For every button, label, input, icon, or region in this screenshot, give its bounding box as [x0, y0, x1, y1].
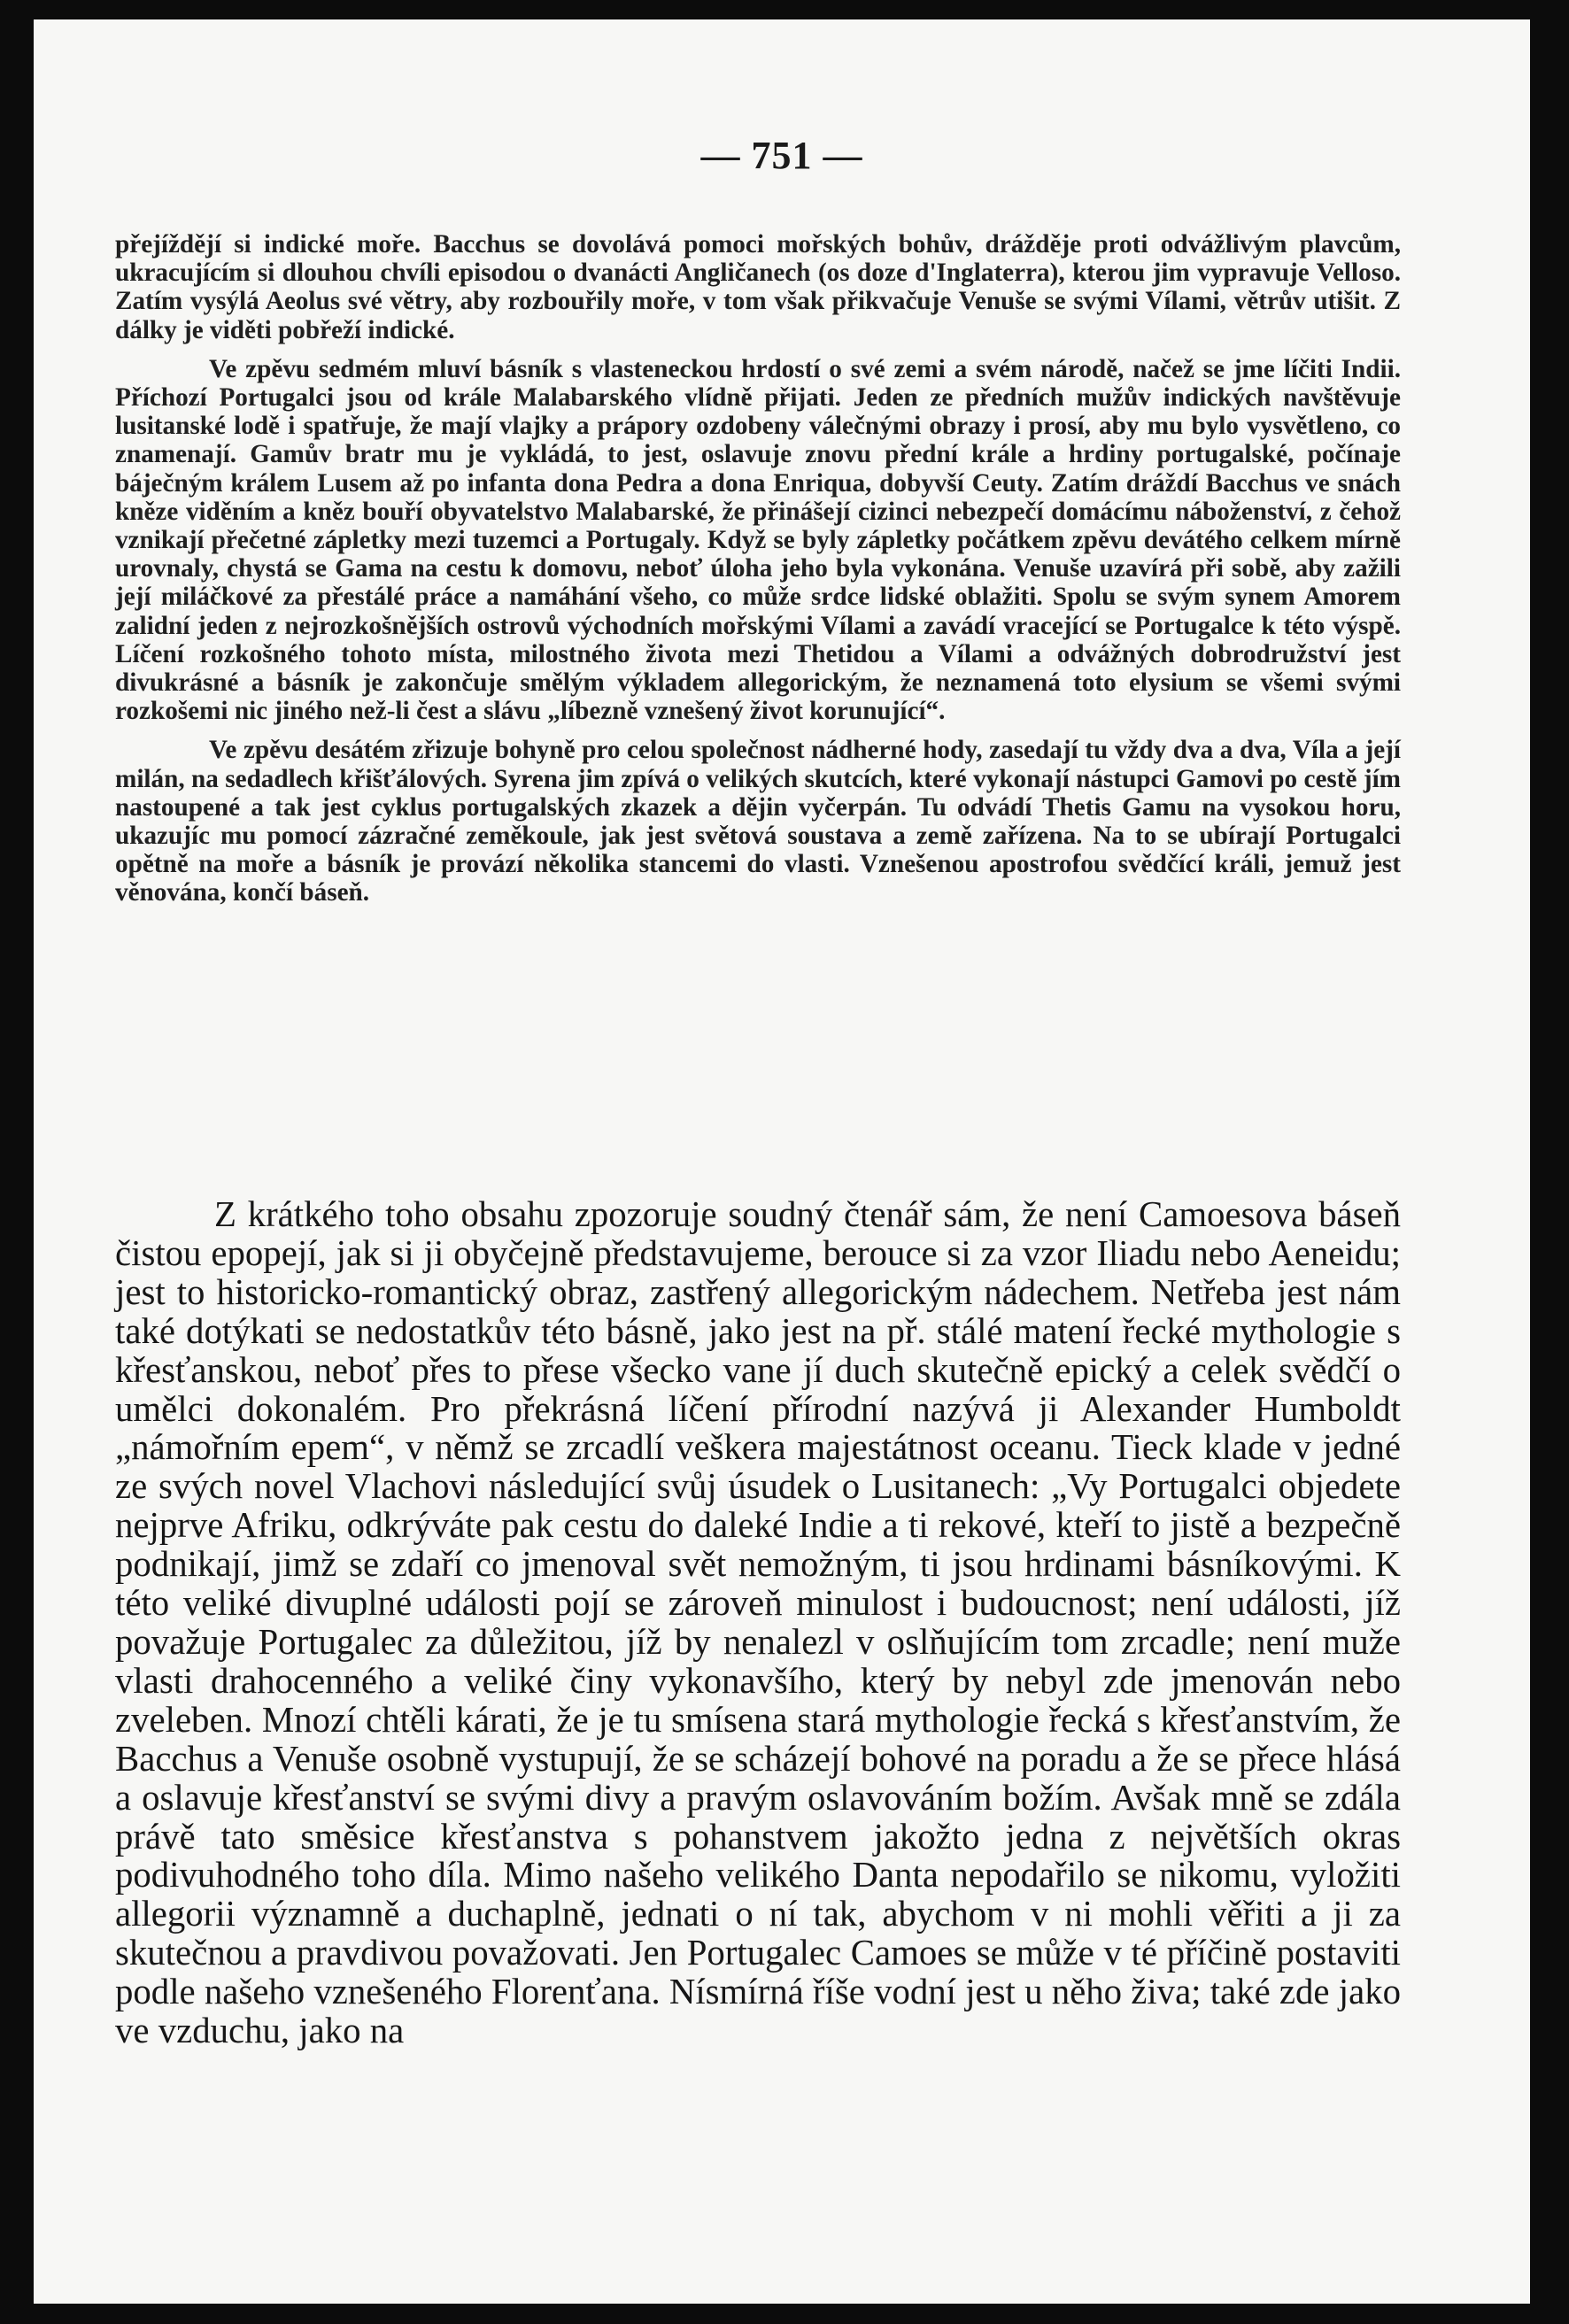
- book-page: [34, 19, 1530, 2304]
- commentary-section: [115, 1195, 1401, 2050]
- page-number: — 751 —: [700, 134, 863, 177]
- summary-section: [115, 230, 1401, 918]
- commentary-paragraph: Z krátkého toho obsahu zpozoruje soudný čtenář sám, že není Camoesova báseň čistou epopejí, jak si ji obyčejně představujeme, berouce si za vzor Iliadu nebo Aeneidu; jest to historicko-romantický obraz, zastřený allegorickým nádechem. Netřeba jest nám také dotýkati se nedostatkův této básně, jako jest na př. stálé matení řecké mythologie s křesťanskou, neboť přes to přese všecko vane jí duch skutečně epický a celek svědčí o umělci dokonalém. Pro překrásná líčení přírodní nazývá ji Alexander Humboldt „námořním epem“, v němž se zrcadlí veškera majestátnost oceanu. Tieck klade v jedné ze svých novel Vlachovi následující svůj úsudek o Lusitanech: „Vy Portugalci objedete nejprve Afriku, odkrýváte pak cestu do daleké Indie a ti rekové, kteří to jistě a bezpečně podnikají, jimž se zdaří co jmenoval svět nemožným, ti jsou hrdinami básníkovými. K této veliké divuplné události pojí se zároveň minulost i budoucnost; není události, jíž považuje Portugalec za důležitou, jíž by nenalezl v oslňujícím tom zrcadle; není muže vlasti drahocenného a veliké činy vykonavšího, který by nebyl zde jmenován nebo zveleben. Mnozí chtěli kárati, že je tu smísena stará mythologie řecká s křesťanstvím, že Bacchus a Venuše osobně vystupují, že se scházejí bohové na poradu a že se přece hlásá a oslavuje křesťanství se svými divy a pravým oslavováním božím. Avšak mně se zdála právě tato směsice křesťanstva s pohanstvem jakožto jedna z největších okras podivuhodného toho díla. Mimo našeho velikého Danta nepodařilo se nikomu, vyložiti allegorii významně a duchaplně, jednati o ní tak, abychom v ni mohli věřiti a ji za skutečnou a pravdivou považovati. Jen Portugalec Camoes se může v té příčině postaviti podle našeho vznešeného Florenťana. Nísmírná říše vodní jest u něho živa; také zde jako ve vzduchu, jako na: [115, 1194, 1401, 2051]
- summary-paragraph-1: přejíždějí si indické moře. Bacchus se dovolává pomoci mořských bohův, drážděje proti odvážlivým plavcům, ukracujícím si dlouhou chvíli episodou o dvanácti Angličanech (os doze d'Inglaterra), kterou jim vypravuje Velloso. Zatím vysýlá Aeolus své větry, aby rozbouřily moře, v tom však přikvačuje Venuše se svými Vílami, větrův utišit. Z dálky je viděti pobřeží indické.: [115, 230, 1401, 344]
- summary-paragraph-2: Ve zpěvu sedmém mluví básník s vlasteneckou hrdostí o své zemi a svém národě, načež se jme líčiti Indii. Příchozí Portugalci jsou od krále Malabarského vlídně přijati. Jeden ze předních mužův indických navštěvuje lusitanské lodě i spatřuje, že mají vlajky a prápory ozdobeny válečnými obrazy i prosí, aby mu bylo vysvětleno, co znamenají. Gamův bratr mu je vykládá, to jest, oslavuje znovu přední krále a hrdiny portugalské, počínaje báječným králem Lusem až po infanta dona Pedra a dona Enriqua, dobyvší Ceuty. Zatím dráždí Bacchus ve snách kněze viděním a kněz bouří obyvatelstvo Malabarské, že přinášejí cizinci nebezpečí domácímu náboženství, z čehož vznikají přečetné zápletky mezi tuzemci a Portugaly. Když se byly zápletky počátkem zpěvu devátého celkem mírně urovnaly, chystá se Gama na cestu k domovu, neboť úloha jeho byla vykonána. Venuše uzavírá při sobě, aby zažili její miláčkové za přestálé práce a namáhání všeho, co může srdce lidské oblažiti. Spolu se svým synem Amorem zalidní jeden z nejrozkošnějších ostrovů východních mořskými Vílami a zavádí vracející se Portugalce k této výspě. Líčení rozkošného tohoto místa, milostného života mezi Thetidou a Vílami a odvážných dobrodružství jest divukrásné a básník je zakončuje smělým výkladem allegorickým, že neznamená toto elysium se všemi svými rozkošemi nic jiného než-li čest a slávu „líbezně vznešený život korunující“.: [115, 354, 1401, 726]
- summary-paragraph-3: Ve zpěvu desátém zřizuje bohyně pro celou společnost nádherné hody, zasedají tu vždy dva a dva, Víla a její milán, na sedadlech křišťálových. Syrena jim zpívá o velikých skutcích, které vykonají nástupci Gamovi po cestě jím nastoupené a tak jest cyklus portugalských zkazek a dějin vyčerpán. Tu odvádí Thetis Gamu na vysokou horu, ukazujíc mu pomocí zázračné zeměkoule, jak jest světová soustava a země zařízena. Na to se ubírají Portugalci opětně na moře a básník je provází několika stancemi do vlasti. Vznešenou apostrofou svědčící králi, jemuž jest věnována, končí báseň.: [115, 736, 1401, 907]
